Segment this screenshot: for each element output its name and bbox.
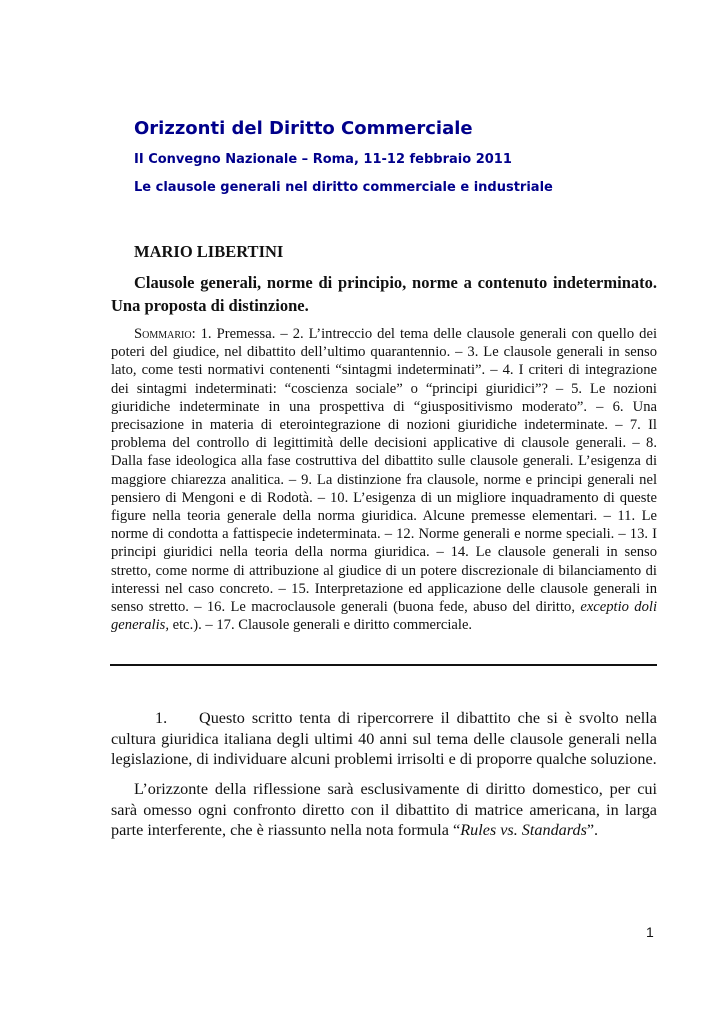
summary-italic: exceptio doli generalis, xyxy=(111,599,658,634)
summary-label: Sommario: xyxy=(134,326,196,342)
page-number: 1 xyxy=(646,924,654,940)
body-paragraph-2 xyxy=(111,779,657,840)
author-name: MARIO LIBERTINI xyxy=(134,242,284,261)
summary-text: 1. Premessa. – 2. L’intreccio del tema delle clausole generali con quello dei poteri del giudice, nel dibattito dell’ultimo quarantennio. – 3. Le clausole generali in senso lato, come testi normativi contenenti “sintagmi indeterminati”. – 4. I criteri di integrazione dei sintagmi indeterminati: “coscienza sociale” o “principi giuridici”? – 5. Le nozioni giuridiche indeterminate in una prospettiva di “giuspositivismo moderato”. – 6. Una precisazione in materia di eterointegrazione di nozioni giuridiche indeterminate. – 7. Il problema del controllo di legittimità delle decisioni applicative di clausole generali. – 8. Dalla fase ideologica alla fase costruttiva del dibattito sulle clausole generali. L’esigenza di maggiore chiarezza analitica. – 9. La distinzione fra clausole, norme e principi generali nel pensiero di Mengoni e di Rodotà. – 10. L’esigenza di un migliore inquadramento di queste figure nella teoria generale della norma giuridica. Alcune premesse elementari. – 11. Le norme di condotta a fattispecie indeterminata. – 12. Norme generali e norme speciali. – 13. I principi giuridici nella teoria della norma giuridica. – 14. Le clausole generali in senso stretto, come norme di attribuzione al giudice di un potere discrezionale di bilanciamento di interessi nel caso concreto. – 15. Interpretazione ed applicazione delle clausole generali in senso stretto. – 16. Le macroclausole generali (buona fede, abuso del diritto, xyxy=(111,326,657,616)
paragraph-tail: ”. xyxy=(586,820,599,839)
conference-theme: Le clausole generali nel diritto commerciale e industriale xyxy=(134,180,553,195)
body-paragraph-1 xyxy=(111,708,657,769)
section-divider xyxy=(110,664,657,666)
summary-paragraph xyxy=(111,325,657,634)
article-title: Clausole generali, norme di principio, norme a contenuto indeterminato. Una proposta di distinzione. xyxy=(111,273,657,315)
journal-title: Orizzonti del Diritto Commerciale xyxy=(134,118,473,139)
italic-phrase: Rules vs. Standards xyxy=(460,820,587,839)
conference-subtitle: II Convegno Nazionale – Roma, 11-12 febbraio 2011 xyxy=(134,152,512,167)
summary-tail: etc.). – 17. Clausole generali e diritto commerciale. xyxy=(168,617,473,634)
paragraph-text: Questo scritto tenta di ripercorrere il dibattito che si è svolto nella cultura giuridica italiana degli ultimi 40 anni sul tema delle clausole generali nella legislazione, di individuare alcuni problemi irrisolti e di proporre qualche soluzione. xyxy=(111,709,657,769)
paragraph-text: L’orizzonte della riflessione sarà esclusivamente di diritto domestico, per cui sarà omesso ogni confronto diretto con il dibattito di matrice americana, in larga parte interferente, che è riassunto nella nota formula “ xyxy=(111,780,657,839)
section-number: 1. xyxy=(155,709,168,728)
